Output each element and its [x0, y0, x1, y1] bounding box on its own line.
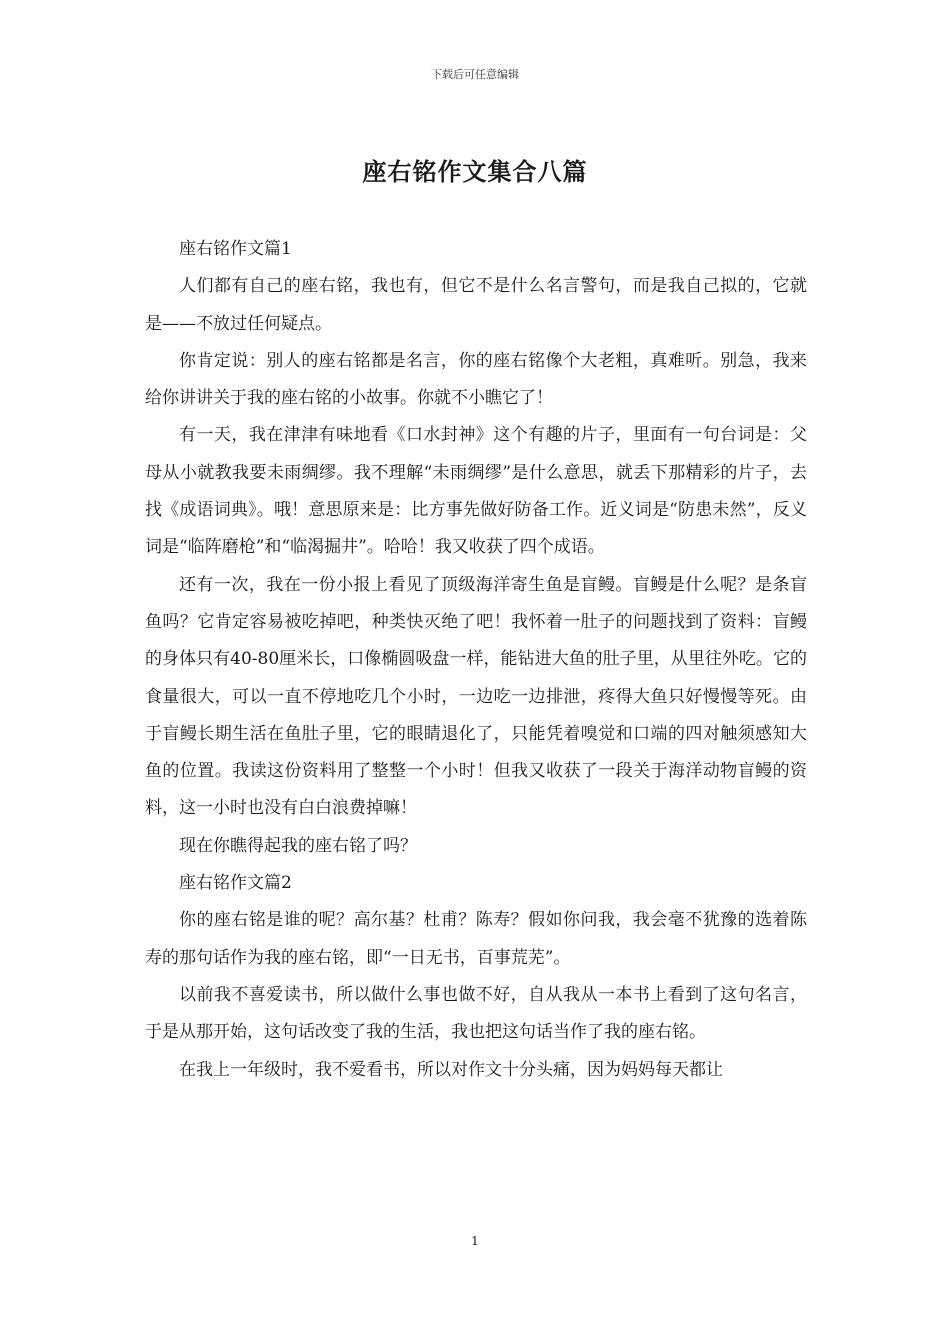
- paragraph: 你的座右铭是谁的呢？高尔基？杜甫？陈寿？假如你问我，我会毫不犹豫的选着陈寿的那句话作为我的座右铭，即“一日无书，百事荒芜”。: [145, 910, 807, 968]
- paragraph: 现在你瞧得起我的座右铭了吗？: [179, 835, 417, 856]
- document-body: [145, 231, 807, 1089]
- paragraph: 以前我不喜爱读书，所以做什么事也做不好，自从我从一本书上看到了这句名言，于是从那开始，这句话改变了我的生活，我也把这句话当作了我的座右铭。: [145, 984, 807, 1043]
- section-heading: 座右铭作文篇2: [179, 873, 292, 894]
- document-title: 座右铭作文集合八篇: [362, 157, 588, 186]
- paragraph: 有一天，我在津津有味地看《口水封神》这个有趣的片子，里面有一句台词是：父母从小就教我要未雨绸缪。我不理解“未雨绸缪”是什么意思，就丢下那精彩的片子，去找《成语词典》。哦！意思原来是：比方事先做好防备工作。近义词是“防患未然”，反义词是“临阵磨枪”和“临渴掘井”。哈哈！我又收获了四个成语。: [145, 425, 807, 558]
- paragraph: 在我上一年级时，我不爱看书，所以对作文十分头痛，因为妈妈每天都让: [179, 1059, 723, 1080]
- paragraph: 人们都有自己的座右铭，我也有，但它不是什么名言警句，而是我自己拟的，它就是——不放过任何疑点。: [145, 276, 807, 334]
- paragraph: 你肯定说：别人的座右铭都是名言，你的座右铭像个大老粗，真难听。别急，我来给你讲讲关于我的座右铭的小故事。你就不小瞧它了！: [145, 350, 807, 409]
- paragraph: 还有一次，我在一份小报上看见了顶级海洋寄生鱼是盲鳗。盲鳗是什么呢？是条盲鱼吗？它肯定容易被吃掉吧，种类快灭绝了吧！我怀着一肚子的问题找到了资料：盲鳗的身体只有40-80厘米长，口像椭圆吸盘一样，能钻进大鱼的肚子里，从里往外吃。它的食量很大，可以一直不停地吃几个小时，一边吃一边排泄，疼得大鱼只好慢慢等死。由于盲鳗长期生活在鱼肚子里，它的眼睛退化了，只能凭着嗅觉和口端的四对触须感知大鱼的位置。我读这份资料用了整整一个小时！但我又收获了一段关于海洋动物盲鳗的资料，这一小时也没有白白浪费掉嘛！: [145, 574, 807, 819]
- page-number: 1: [471, 1234, 479, 1248]
- header-note: 下载后可任意编辑: [431, 68, 519, 81]
- section-heading: 座右铭作文篇1: [179, 239, 292, 259]
